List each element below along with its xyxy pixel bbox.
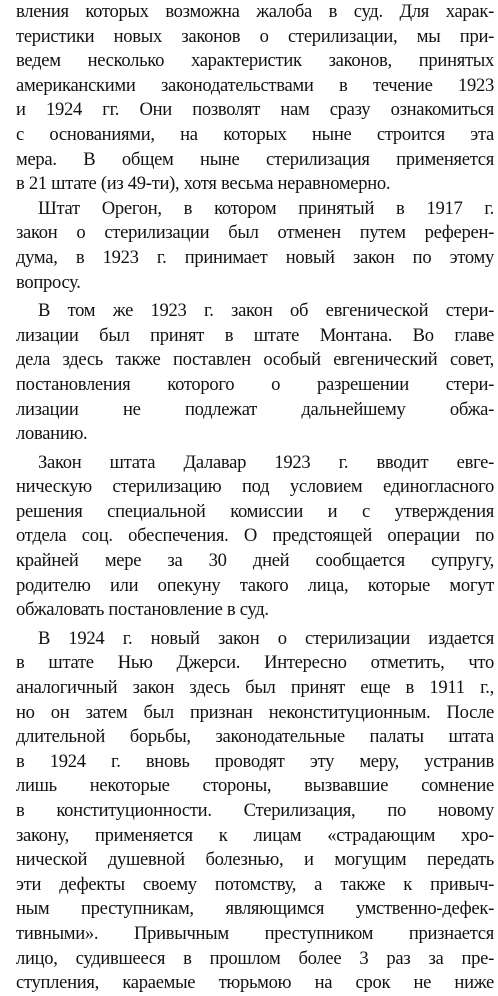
paragraph-3 xyxy=(16,299,494,447)
text-line: постановления которого о разрешении стери- xyxy=(16,373,494,395)
text-line: дума, в 1923 г. принимает новый закон по этому xyxy=(16,246,494,268)
text-line: американскими законодательствами в течение 1923 xyxy=(16,74,494,96)
text-line: лизации был принят в штате Монтана. Во главе xyxy=(16,324,494,346)
text-line: лицо, судившееся в прошлом более 3 раз за пре- xyxy=(16,947,494,969)
text-line: длительной борьбы, законодательные палаты штата xyxy=(16,726,494,748)
text-line: ступления, караемые тюрьмою на срок не ниже xyxy=(16,972,494,994)
paragraph-1 xyxy=(16,0,494,197)
paragraph-5 xyxy=(16,627,494,996)
text-line: крайней мере за 30 дней сообщается супругу, xyxy=(16,550,494,572)
text-line: в штате Нью Джерси. Интересно отметить, что xyxy=(16,652,494,674)
paragraph-4 xyxy=(16,451,494,623)
text-line: мера. В общем ныне стерилизация применяется xyxy=(16,148,494,170)
text-line: эти дефекты своему потомству, а также к привыч- xyxy=(16,873,494,895)
text-line: ническую стерилизацию под условием единогласного xyxy=(16,476,494,498)
text-line: в 1924 г. вновь проводят эту меру, устранив xyxy=(16,750,494,772)
text-line: в 21 штате (из 49-ти), хотя весьма неравномерно. xyxy=(16,173,391,195)
text-line: тивными». Привычным преступником признается xyxy=(16,922,494,944)
text-line: и 1924 гг. Они позволят нам сразу ознакомиться xyxy=(16,99,494,121)
text-line: лизации не подлежат дальнейшему обжа- xyxy=(16,398,494,420)
text-line: Штат Орегон, в котором принятый в 1917 г. xyxy=(38,197,494,219)
text-line: вопросу. xyxy=(16,271,81,293)
text-line: обжаловать постановление в суд. xyxy=(16,599,269,621)
text-line: закону, применяется к лицам «страдающим хро- xyxy=(16,824,494,846)
text-line: закон о стерилизации был отменен путем референ- xyxy=(16,222,494,244)
text-line: с основаниями, на которых ныне строится эта xyxy=(16,123,494,145)
text-line: лишь некоторые стороны, вызвавшие сомнение xyxy=(16,775,494,797)
text-line: решения специальной комиссии и с утверждения xyxy=(16,500,494,522)
text-line: но он затем был признан неконституционным. После xyxy=(16,701,494,723)
paragraph-2 xyxy=(16,197,494,295)
text-line: ведем несколько характеристик законов, принятых xyxy=(16,50,494,72)
text-line: ным преступникам, являющимся умственно-дефек- xyxy=(16,898,494,920)
text-line: дела здесь также поставлен особый евгенический совет, xyxy=(16,349,494,371)
text-line: в конституционности. Стерилизация, по новому xyxy=(16,800,494,821)
text-line: В 1924 г. новый закон о стерилизации издается xyxy=(38,627,494,649)
text-line: лованию. xyxy=(16,423,88,445)
text-line: вления которых возможна жалоба в суд. Для харак- xyxy=(16,1,494,22)
text-line: родителю или опекуну такого лица, которые могут xyxy=(16,574,494,596)
text-line: Закон штата Далавар 1923 г. вводит евге- xyxy=(38,451,494,473)
text-line: нической душевной болезнью, и могущим передать xyxy=(16,849,494,871)
text-line: аналогичный закон здесь был принят еще в 1911 г., xyxy=(16,677,494,699)
text-line: теристики новых законов о стерилизации, мы при- xyxy=(16,25,494,47)
text-line: В том же 1923 г. закон об евгенической стери- xyxy=(38,300,494,322)
text-line: отдела соц. обеспечения. О предстоящей операции по xyxy=(16,525,494,547)
